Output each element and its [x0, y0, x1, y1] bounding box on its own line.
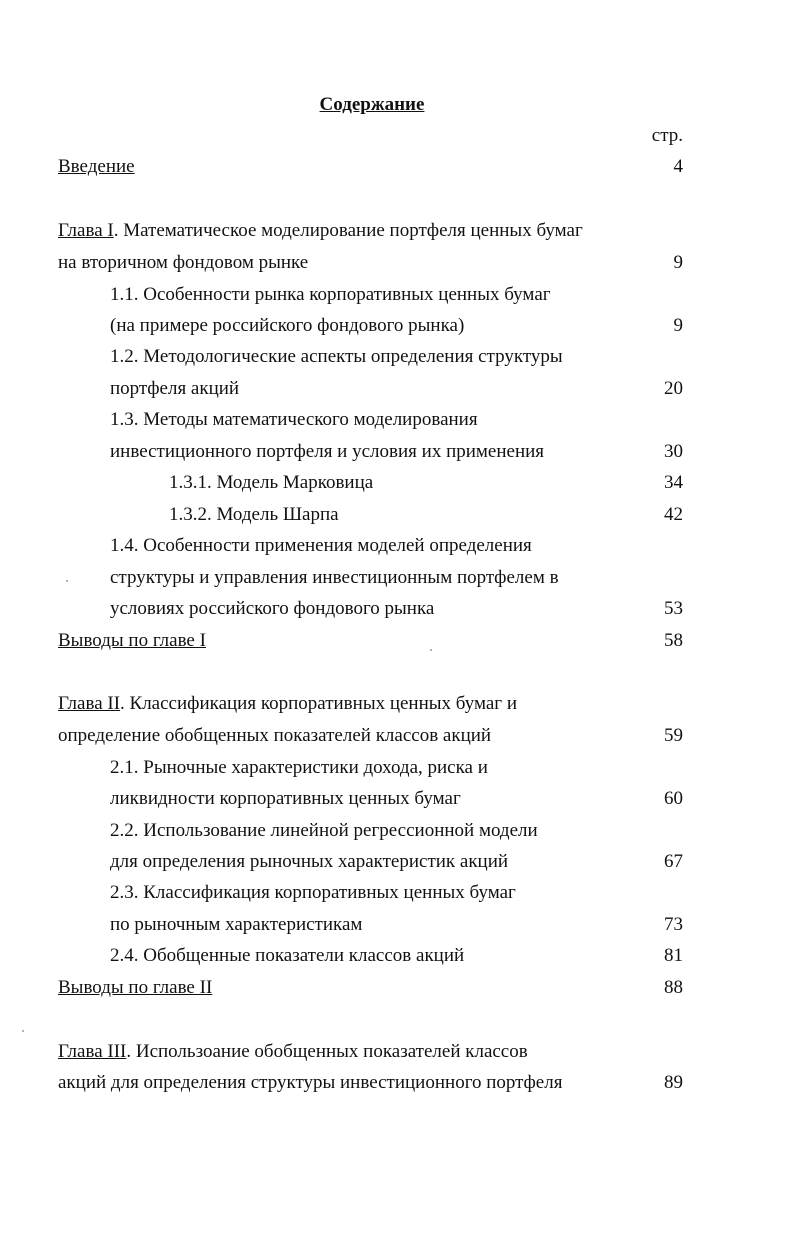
chapter-3-page: 89	[664, 1072, 683, 1093]
toc-chapter-1-conclusion: Выводы по главе I	[58, 630, 206, 651]
page-column-label: стр.	[651, 125, 683, 146]
chapter-1-page: 9	[673, 252, 683, 273]
toc-section-2-1-cont: ликвидности корпоративных ценных бумаг	[110, 788, 461, 809]
chapter-1-title: . Математическое моделирование портфеля ценных бумаг	[113, 220, 583, 241]
section-1-3-1-page: 34	[664, 472, 683, 493]
section-2-4-page: 81	[664, 945, 683, 966]
toc-section-1-2: 1.2. Методологические аспекты определения структуры	[110, 346, 563, 367]
chapter-3-prefix: Глава III	[58, 1041, 127, 1062]
chapter-2-title: . Классификация корпоративных ценных бумаг и	[120, 693, 518, 714]
chapter-2-conclusion-page: 88	[664, 977, 683, 998]
scan-speck	[22, 1030, 24, 1032]
toc-chapter-3	[58, 1040, 528, 1064]
section-2-3-page: 73	[664, 914, 683, 935]
section-1-2-page: 20	[664, 378, 683, 399]
toc-section-1-3-2: 1.3.2. Модель Шарпа	[169, 504, 339, 525]
chapter-2-page: 59	[664, 725, 683, 746]
chapter-2-title-cont: определение обобщенных показателей классов акций	[58, 725, 492, 746]
toc-section-1-4-cont: структуры и управления инвестиционным портфелем в	[110, 567, 559, 588]
toc-intro-page: 4	[673, 156, 683, 177]
toc-section-1-3-1: 1.3.1. Модель Марковица	[169, 472, 374, 493]
section-1-1-page: 9	[673, 315, 683, 336]
toc-section-1-1-cont: (на примере российского фондового рынка)	[110, 315, 465, 336]
toc-section-2-1: 2.1. Рыночные характеристики дохода, риска и	[110, 757, 488, 778]
toc-section-2-2-cont: для определения рыночных характеристик акций	[110, 851, 509, 872]
page-title: Содержание	[319, 94, 425, 115]
chapter-2-prefix: Глава II	[58, 693, 121, 714]
toc-chapter-2	[58, 692, 517, 716]
chapter-3-title-cont: акций для определения структуры инвестиционного портфеля	[58, 1072, 563, 1093]
toc-section-2-3: 2.3. Классификация корпоративных ценных бумаг	[110, 882, 516, 903]
section-1-3-2-page: 42	[664, 504, 683, 525]
toc-section-2-3-cont: по рыночным характеристикам	[110, 914, 363, 935]
section-1-3-page: 30	[664, 441, 683, 462]
chapter-1-conclusion-page: 58	[664, 630, 683, 651]
toc-section-1-1: 1.1. Особенности рынка корпоративных ценных бумаг	[110, 284, 551, 305]
toc-section-1-3-cont: инвестиционного портфеля и условия их применения	[110, 441, 545, 462]
section-2-1-page: 60	[664, 788, 683, 809]
chapter-1-prefix: Глава I	[58, 220, 114, 241]
chapter-1-title-cont: на вторичном фондовом рынке	[58, 252, 309, 273]
toc-section-2-4: 2.4. Обобщенные показатели классов акций	[110, 945, 465, 966]
toc-chapter-2-conclusion: Выводы по главе II	[58, 977, 213, 998]
section-2-2-page: 67	[664, 851, 683, 872]
scan-speck	[430, 649, 432, 651]
chapter-3-title: . Использоание обобщенных показателей классов	[126, 1041, 528, 1062]
toc-section-1-3: 1.3. Методы математического моделирования	[110, 409, 478, 430]
toc-section-1-2-cont: портфеля акций	[110, 378, 240, 399]
toc-chapter-1	[58, 219, 583, 243]
toc-section-1-4: 1.4. Особенности применения моделей определения	[110, 535, 532, 556]
section-1-4-page: 53	[664, 598, 683, 619]
toc-intro: Введение	[58, 156, 135, 177]
scan-speck	[66, 580, 68, 582]
toc-section-1-4-cont2: условиях российского фондового рынка	[110, 598, 435, 619]
toc-section-2-2: 2.2. Использование линейной регрессионной модели	[110, 820, 538, 841]
